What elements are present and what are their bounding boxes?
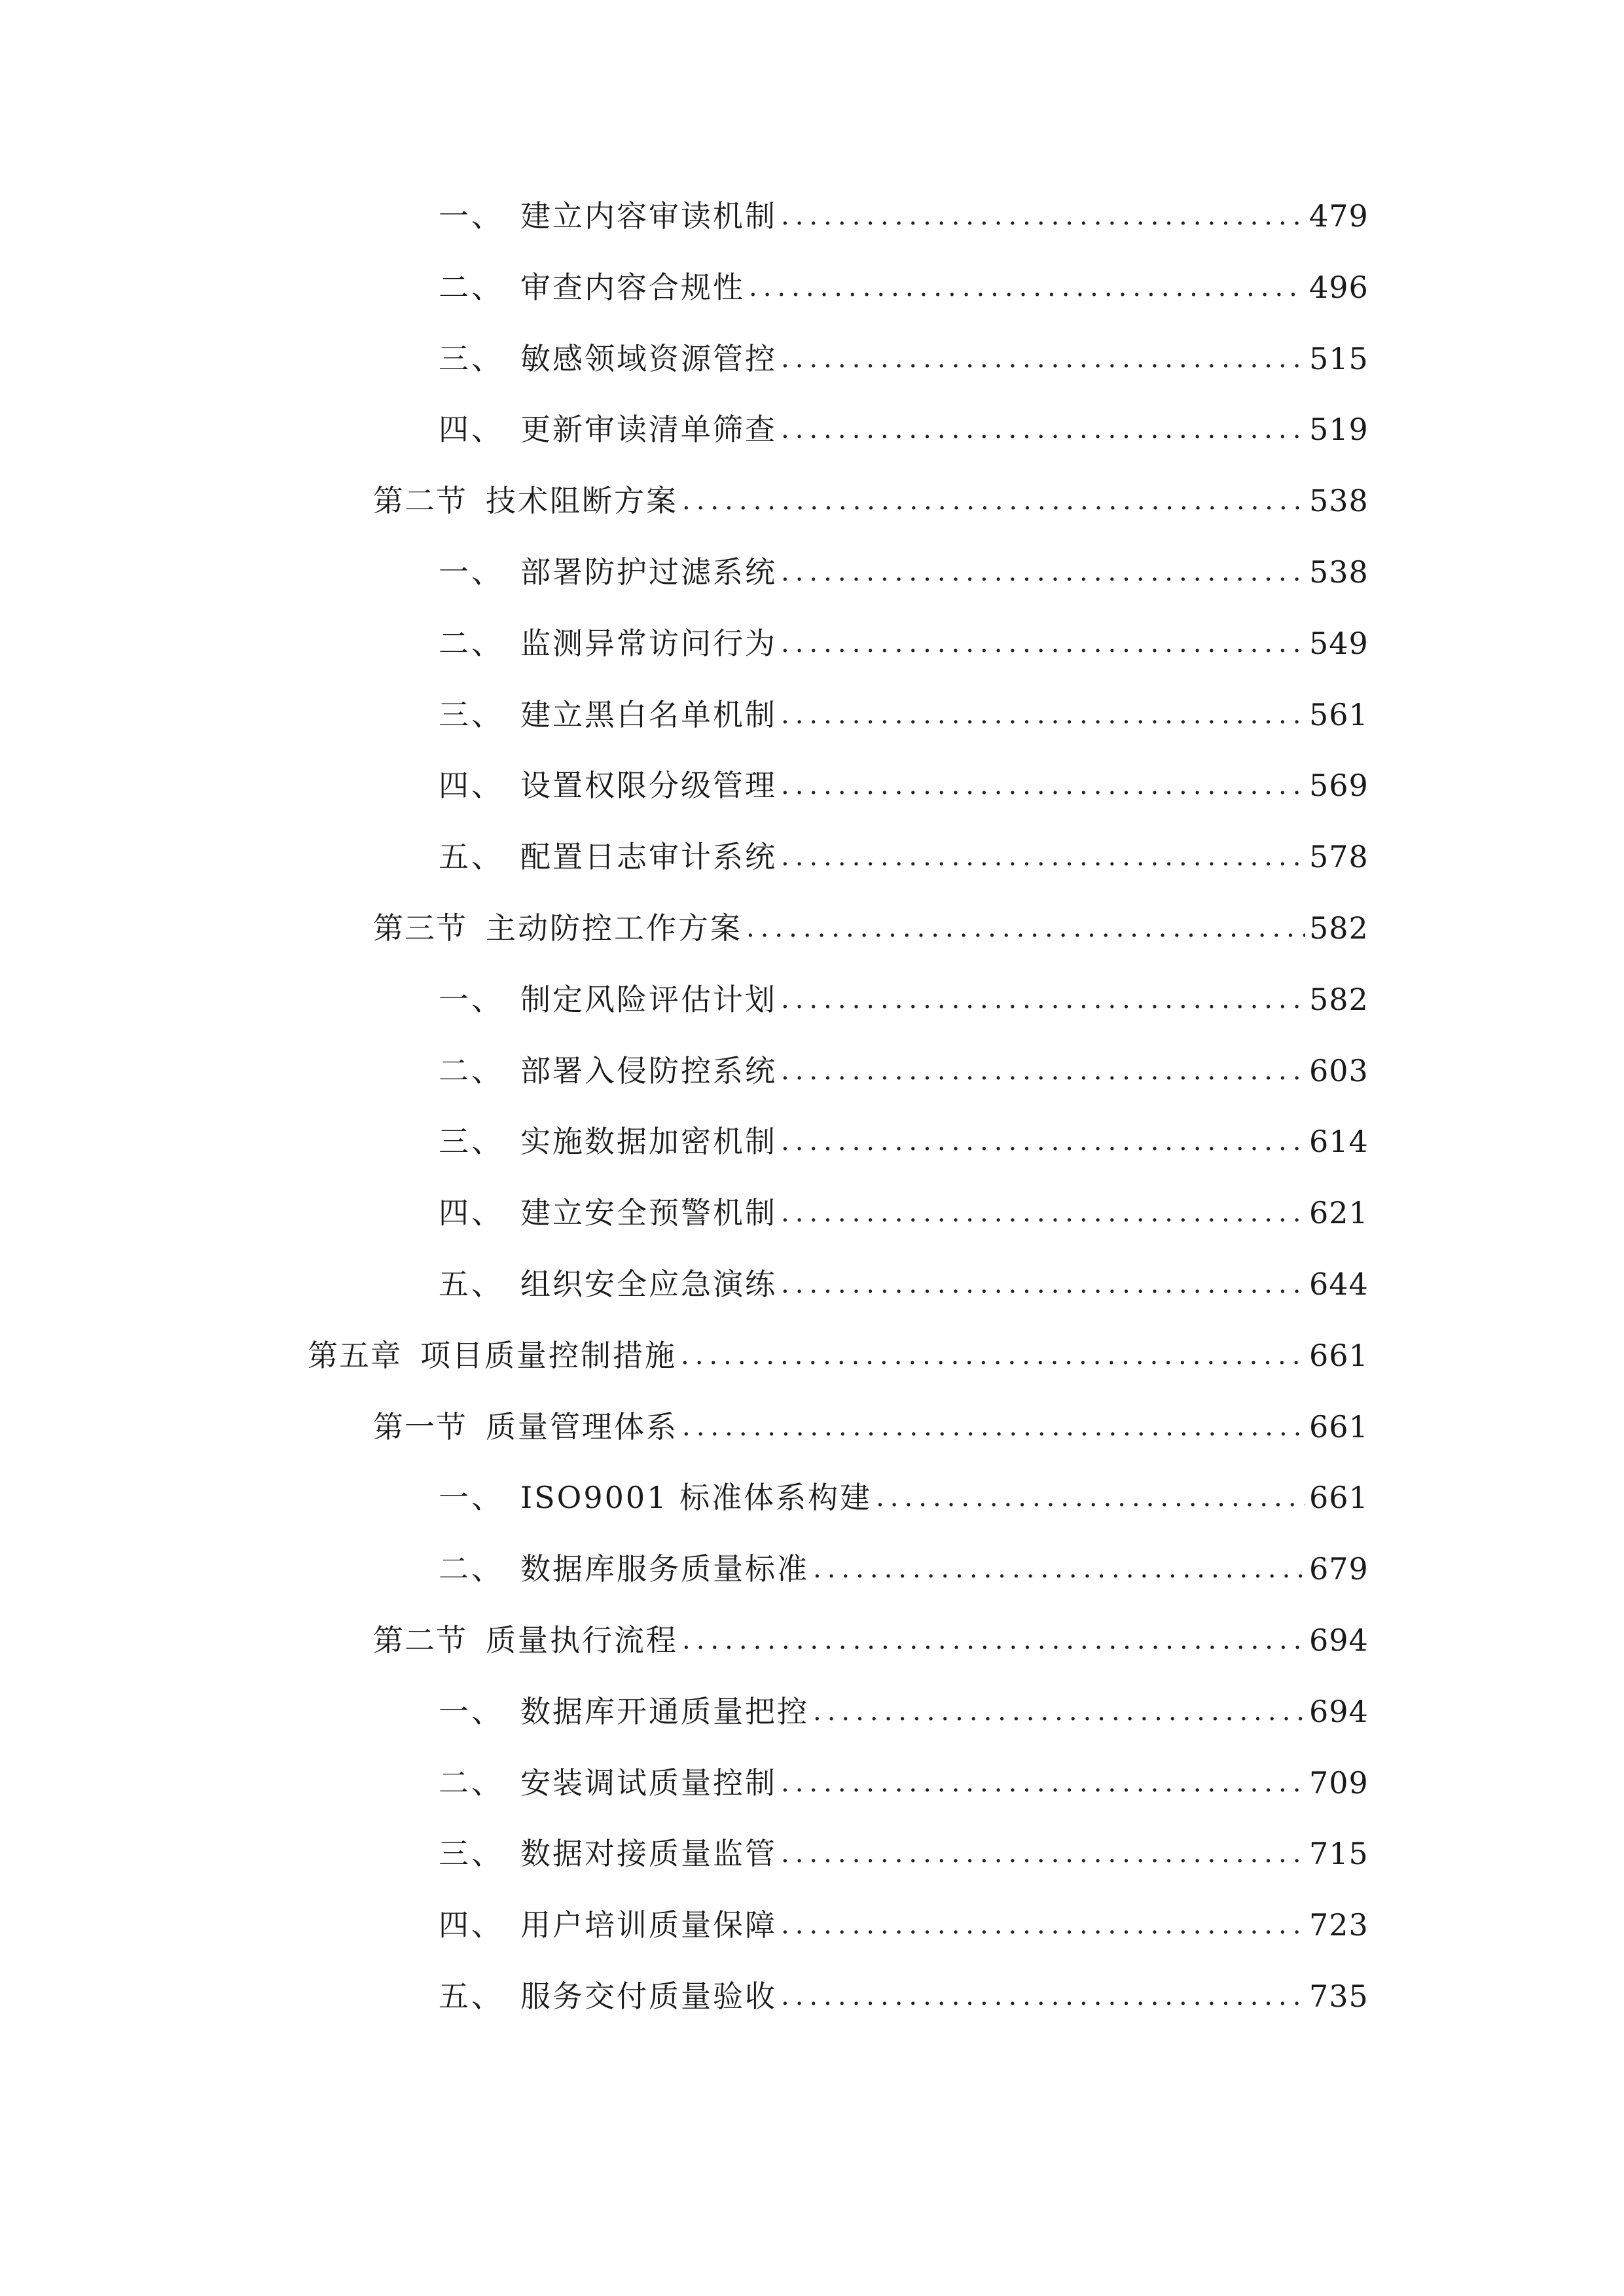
toc-entry-title: 组织安全应急演练 — [520, 1266, 777, 1302]
toc-entry-number: 三、 — [439, 341, 504, 376]
toc-entry-page: 679 — [1309, 1551, 1369, 1587]
toc-entry-6[interactable] — [439, 546, 1369, 598]
toc-entry-20[interactable] — [439, 1543, 1369, 1595]
toc-entry-page: 661 — [1309, 1338, 1369, 1373]
toc-entry-page: 644 — [1309, 1266, 1369, 1302]
toc-entry-14[interactable] — [439, 1115, 1369, 1168]
toc-entry-9[interactable] — [439, 759, 1369, 812]
toc-entry-title: 更新审读清单筛查 — [520, 412, 777, 447]
toc-entry-number: 三、 — [439, 697, 504, 732]
toc-entry-3[interactable] — [439, 332, 1369, 385]
toc-dot-leader — [781, 759, 1305, 812]
toc-dot-leader — [781, 1970, 1305, 2022]
toc-entry-number: 二、 — [439, 1551, 504, 1587]
toc-dot-leader — [781, 973, 1305, 1026]
toc-entry-page: 661 — [1309, 1480, 1369, 1515]
toc-entry-title: ISO9001 标准体系构建 — [520, 1480, 873, 1515]
toc-entry-number: 一、 — [439, 1480, 504, 1515]
toc-entry-page: 735 — [1309, 1979, 1369, 2014]
toc-entry-23[interactable] — [439, 1757, 1369, 1809]
toc-entry-1[interactable] — [439, 190, 1369, 242]
toc-entry-title: 敏感领域资源管控 — [520, 341, 777, 376]
toc-entry-page: 569 — [1309, 768, 1369, 803]
toc-entry-page: 582 — [1309, 982, 1369, 1017]
toc-dot-leader — [781, 1899, 1305, 1951]
toc-entry-number: 五、 — [439, 839, 504, 874]
toc-entry-number: 一、 — [439, 982, 504, 1017]
toc-entry-5[interactable] — [373, 475, 1369, 527]
toc-entry-number: 四、 — [439, 1907, 504, 1943]
toc-dot-leader — [781, 403, 1305, 456]
toc-entry-number: 二、 — [439, 1765, 504, 1801]
toc-entry-number: 第五章 — [308, 1338, 402, 1373]
toc-entry-number: 一、 — [439, 554, 504, 590]
toc-entry-page: 519 — [1309, 412, 1369, 447]
toc-entry-number: 二、 — [439, 1053, 504, 1088]
toc-entry-number: 第一节 — [373, 1409, 467, 1444]
toc-dot-leader — [813, 1543, 1305, 1595]
toc-dot-leader — [749, 261, 1305, 314]
toc-entry-title: 项目质量控制措施 — [420, 1338, 677, 1373]
toc-entry-title: 设置权限分级管理 — [520, 768, 777, 803]
toc-dot-leader — [781, 190, 1305, 242]
toc-entry-title: 安装调试质量控制 — [520, 1765, 777, 1801]
toc-entry-number: 第三节 — [373, 910, 467, 946]
toc-entry-title: 主动防控工作方案 — [486, 910, 742, 946]
toc-entry-title: 质量执行流程 — [486, 1623, 678, 1658]
toc-entry-title: 部署入侵防控系统 — [520, 1053, 777, 1088]
toc-entry-title: 用户培训质量保障 — [520, 1907, 777, 1943]
toc-entry-page: 496 — [1309, 270, 1369, 305]
toc-dot-leader — [781, 546, 1305, 598]
toc-entry-11[interactable] — [373, 902, 1369, 954]
toc-entry-number: 一、 — [439, 198, 504, 234]
toc-entry-page: 694 — [1309, 1694, 1369, 1729]
toc-dot-leader — [781, 1187, 1305, 1239]
toc-entry-page: 538 — [1309, 483, 1369, 518]
toc-entry-page: 661 — [1309, 1409, 1369, 1444]
toc-entry-24[interactable] — [439, 1827, 1369, 1880]
toc-entry-page: 694 — [1309, 1623, 1369, 1658]
toc-entry-title: 制定风险评估计划 — [520, 982, 777, 1017]
toc-entry-page: 603 — [1309, 1053, 1369, 1088]
toc-dot-leader — [781, 1045, 1305, 1097]
toc-entry-title: 数据库服务质量标准 — [520, 1551, 809, 1587]
toc-dot-leader — [781, 332, 1305, 385]
toc-entry-17[interactable] — [308, 1329, 1369, 1382]
toc-entry-page: 621 — [1309, 1195, 1369, 1230]
toc-entry-title: 实施数据加密机制 — [520, 1124, 777, 1159]
toc-entry-2[interactable] — [439, 261, 1369, 314]
toc-entry-16[interactable] — [439, 1258, 1369, 1310]
toc-entry-number: 第二节 — [373, 1623, 467, 1658]
toc-dot-leader — [682, 475, 1305, 527]
toc-dot-leader — [781, 831, 1305, 883]
toc-entry-page: 723 — [1309, 1907, 1369, 1943]
toc-entry-page: 582 — [1309, 910, 1369, 946]
toc-entry-page: 538 — [1309, 554, 1369, 590]
toc-entry-13[interactable] — [439, 1045, 1369, 1097]
toc-entry-page: 709 — [1309, 1765, 1369, 1801]
toc-entry-number: 三、 — [439, 1124, 504, 1159]
toc-entry-number: 二、 — [439, 626, 504, 661]
toc-entry-21[interactable] — [373, 1614, 1369, 1666]
toc-entry-18[interactable] — [373, 1401, 1369, 1453]
toc-entry-title: 质量管理体系 — [486, 1409, 678, 1444]
toc-entry-title: 部署防护过滤系统 — [520, 554, 777, 590]
toc-dot-leader — [781, 1827, 1305, 1880]
toc-dot-leader — [781, 689, 1305, 741]
toc-entry-number: 四、 — [439, 412, 504, 447]
toc-dot-leader — [682, 1614, 1305, 1666]
toc-entry-number: 四、 — [439, 1195, 504, 1230]
toc-entry-number: 第二节 — [373, 483, 467, 518]
toc-entry-25[interactable] — [439, 1899, 1369, 1951]
toc-entry-title: 数据库开通质量把控 — [520, 1694, 809, 1729]
toc-entry-12[interactable] — [439, 973, 1369, 1026]
toc-dot-leader — [781, 1757, 1305, 1809]
toc-entry-title: 建立安全预警机制 — [520, 1195, 777, 1230]
toc-dot-leader — [746, 902, 1305, 954]
toc-entry-22[interactable] — [439, 1685, 1369, 1738]
toc-entry-number: 一、 — [439, 1694, 504, 1729]
toc-entry-4[interactable] — [439, 403, 1369, 456]
toc-entry-number: 四、 — [439, 768, 504, 803]
toc-entry-19[interactable] — [439, 1471, 1369, 1524]
toc-entry-page: 578 — [1309, 839, 1369, 874]
toc-entry-title: 技术阻断方案 — [486, 483, 678, 518]
toc-entry-page: 614 — [1309, 1124, 1369, 1159]
toc-dot-leader — [682, 1401, 1305, 1453]
toc-entry-title: 建立黑白名单机制 — [520, 697, 777, 732]
toc-entry-title: 监测异常访问行为 — [520, 626, 777, 661]
toc-entry-title: 配置日志审计系统 — [520, 839, 777, 874]
toc-dot-leader — [876, 1471, 1305, 1524]
toc-entry-15[interactable] — [439, 1187, 1369, 1239]
toc-entry-page: 515 — [1309, 341, 1369, 376]
toc-entry-title: 审查内容合规性 — [520, 270, 745, 305]
toc-entry-title: 数据对接质量监管 — [520, 1836, 777, 1871]
toc-entry-number: 五、 — [439, 1979, 504, 2014]
toc-entry-number: 五、 — [439, 1266, 504, 1302]
toc-dot-leader — [781, 617, 1305, 670]
toc-dot-leader — [781, 1258, 1305, 1310]
toc-entry-title: 服务交付质量验收 — [520, 1979, 777, 2014]
toc-entry-number: 三、 — [439, 1836, 504, 1871]
toc-entry-page: 549 — [1309, 626, 1369, 661]
toc-dot-leader — [781, 1115, 1305, 1168]
toc-dot-leader — [681, 1329, 1305, 1382]
toc-entry-page: 561 — [1309, 697, 1369, 732]
toc-entry-26[interactable] — [439, 1970, 1369, 2022]
toc-dot-leader — [813, 1685, 1305, 1738]
toc-entry-page: 715 — [1309, 1836, 1369, 1871]
toc-entry-8[interactable] — [439, 689, 1369, 741]
toc-entry-page: 479 — [1309, 198, 1369, 234]
toc-entry-title: 建立内容审读机制 — [520, 198, 777, 234]
toc-entry-10[interactable] — [439, 831, 1369, 883]
toc-entry-7[interactable] — [439, 617, 1369, 670]
toc-entry-number: 二、 — [439, 270, 504, 305]
